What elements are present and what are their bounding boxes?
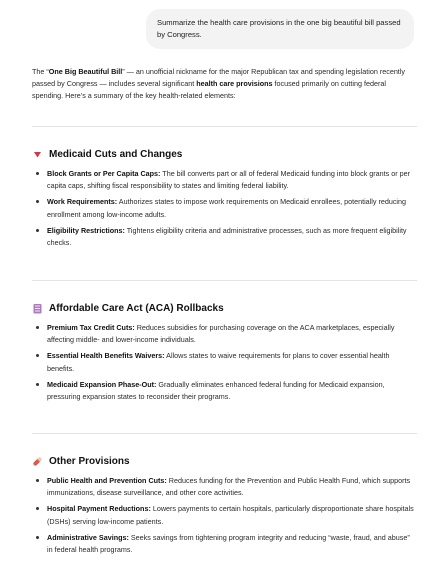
item-label: Eligibility Restrictions: — [47, 225, 125, 235]
section-divider — [32, 433, 417, 434]
item-text: Gradually eliminates enhanced federal funding for Medicaid expansion, pressuring expansion states to reconsider their programs. — [47, 379, 385, 402]
user-message-bubble — [146, 9, 414, 49]
list-item — [32, 322, 417, 346]
intro-text-1: The “ — [32, 67, 49, 76]
assistant-intro — [32, 66, 417, 103]
list-item — [32, 196, 417, 220]
intro-bold-bill-name: One Big Beautiful Bill — [48, 67, 123, 76]
item-text: Authorizes states to impose work requirements on Medicaid enrollees, potentially reducing enrollment among low-income adults. — [47, 197, 407, 219]
bullet-dot — [36, 354, 39, 357]
item-label: Premium Tax Credit Cuts: — [47, 323, 135, 332]
bullet-dot — [36, 229, 39, 232]
other-list — [32, 475, 417, 556]
section-title-text: Affordable Care Act (ACA) Rollbacks — [49, 303, 224, 314]
list-item — [32, 503, 417, 527]
item-label: Block Grants or Per Capita Caps: — [47, 169, 161, 178]
list-item — [32, 532, 417, 556]
bullet-dot — [36, 479, 39, 482]
item-text: Seeks savings from tightening program integrity and reducing “waste, fraud, and abuse” in federal health programs. — [47, 532, 410, 555]
list-item — [32, 225, 417, 249]
section-title-other — [32, 456, 130, 467]
intro-bold-health: health care provisions — [196, 79, 273, 89]
list-item — [32, 350, 417, 374]
intro-text-3: focused primarily on cutting federal spending. Here’s a summary of the key health-related elements: — [32, 79, 386, 101]
section-title-text: Medicaid Cuts and Changes — [49, 149, 183, 160]
item-text: Allows states to waive requirements for plans to cover essential health benefits. — [47, 351, 390, 373]
item-text: The bill converts part or all of federal Medicaid funding into block grants or per capita caps, shifting fiscal responsibility to states and limiting federal liability. — [47, 169, 411, 191]
list-item — [32, 168, 417, 192]
ledger-icon — [32, 303, 43, 314]
bullet-dot — [36, 383, 39, 386]
bullet-dot — [36, 200, 39, 203]
user-message-text: Summarize the health care provisions in the one big beautiful bill passed by Congress. — [157, 18, 401, 39]
section-title-medicaid — [32, 149, 182, 160]
item-text: Reduces funding for the Prevention and Public Health Fund, which supports immunizations, disease surveillance, and other core activities. — [47, 476, 411, 498]
section-title-aca — [32, 303, 224, 314]
down-triangle-icon — [32, 149, 43, 160]
item-text: Tightens eligibility criteria and administrative processes, such as more frequent eligibility checks. — [47, 225, 407, 248]
bullet-dot — [36, 536, 39, 539]
medicaid-list — [32, 168, 417, 249]
item-text: Reduces subsidies for purchasing coverage on the ACA marketplaces, especially affecting middle- and lower-income individuals. — [47, 323, 395, 345]
item-label: Public Health and Prevention Cuts: — [47, 476, 167, 485]
item-label: Essential Health Benefits Waivers: — [47, 351, 165, 361]
section-divider — [32, 280, 417, 281]
pill-icon — [32, 456, 43, 467]
section-title-text: Other Provisions — [49, 456, 130, 467]
bullet-dot — [36, 507, 39, 510]
list-item — [32, 379, 417, 403]
section-divider — [32, 126, 417, 127]
bullet-dot — [36, 326, 39, 329]
item-label: Medicaid Expansion Phase-Out: — [47, 379, 157, 389]
intro-text-2: ” — an unofficial nickname for the major Republican tax and spending legislation recently passed by Congress — includes several significant — [32, 67, 405, 89]
item-text: Lowers payments to certain hospitals, particularly disproportionate share hospitals (DSHs) serving low-income patients. — [47, 504, 414, 526]
item-label: Administrative Savings: — [47, 532, 129, 542]
aca-list — [32, 322, 417, 403]
list-item — [32, 475, 417, 499]
item-label: Hospital Payment Reductions: — [47, 504, 151, 514]
bullet-dot — [36, 172, 39, 175]
item-label: Work Requirements: — [47, 197, 118, 207]
